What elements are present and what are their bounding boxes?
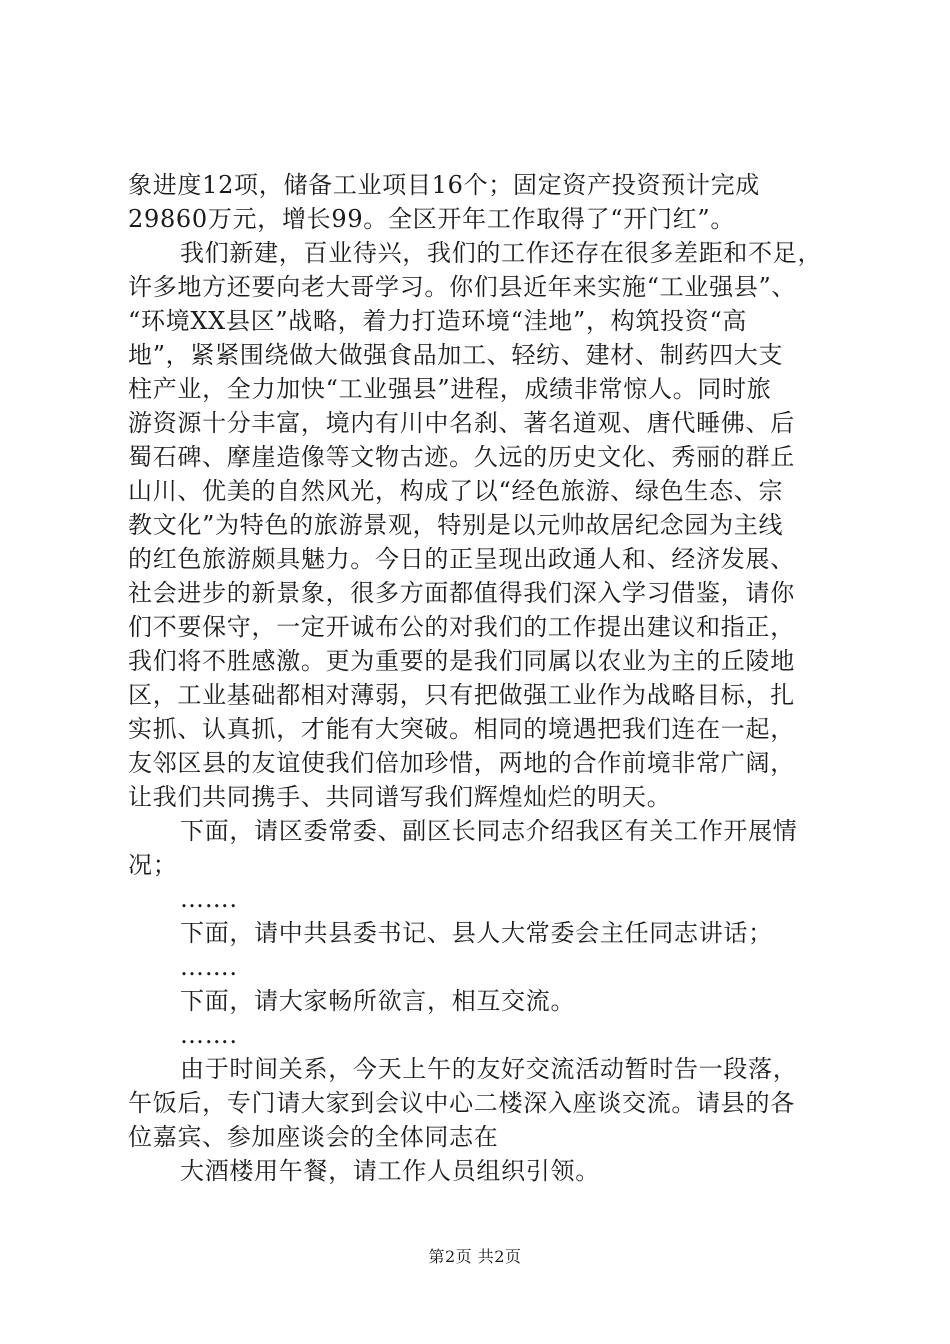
text-line: 29860万元，增长99。全区开年工作取得了“开门红”。 xyxy=(128,205,736,233)
ellipsis-line: ……. xyxy=(180,885,238,913)
text-line: 区，工业基础都相对薄弱，只有把做强工业作为战略目标，扎 xyxy=(128,681,795,709)
paragraph-start-line: 我们新建，百业待兴，我们的工作还存在很多差距和不足， xyxy=(180,239,823,267)
text-line: 们不要保守，一定开诚布公的对我们的工作提出建议和指正， xyxy=(128,613,795,641)
paragraph-start-line: 大酒楼用午餐，请工作人员组织引领。 xyxy=(180,1157,600,1185)
ellipsis-line: ……. xyxy=(180,1021,238,1049)
page-number-footer: 第2页 共2页 xyxy=(428,1247,522,1266)
paragraph-start-line: 下面，请大家畅所欲言，相互交流。 xyxy=(180,987,576,1015)
text-line: 蜀石碑、摩崖造像等文物古迹。久远的历史文化、秀丽的群丘 xyxy=(128,443,795,471)
text-line: 象进度12项，储备工业项目16个；固定资产投资预计完成 xyxy=(128,171,760,199)
paragraph-start-line: 由于时间关系，今天上午的友好交流活动暂时告一段落， xyxy=(180,1055,798,1083)
text-line: 柱产业，全力加快“工业强县”进程，成绩非常惊人。同时旅 xyxy=(128,375,772,403)
paragraph-start-line: 下面，请中共县委书记、县人大常委会主任同志讲话； xyxy=(180,919,773,947)
text-line: 况； xyxy=(128,851,178,879)
text-line: “环境XX县区”战略，着力打造环境“洼地”，构筑投资“高 xyxy=(128,307,748,335)
text-line: 位嘉宾、参加座谈会的全体同志在 xyxy=(128,1123,499,1151)
text-line: 教文化”为特色的旅游景观，特别是以元帅故居纪念园为主线 xyxy=(128,511,784,539)
text-line: 社会进步的新景象，很多方面都值得我们深入学习借鉴，请你 xyxy=(128,579,795,607)
text-line: 午饭后，专门请大家到会议中心二楼深入座谈交流。请县的各 xyxy=(128,1089,795,1117)
text-line: 让我们共同携手、共同谱写我们辉煌灿烂的明天。 xyxy=(128,783,672,811)
text-line: 我们将不胜感激。更为重要的是我们同属以农业为主的丘陵地 xyxy=(128,647,795,675)
document-body xyxy=(128,168,834,1188)
paragraph-start-line: 下面，请区委常委、副区长同志介绍我区有关工作开展情 xyxy=(180,817,798,845)
text-line: 游资源十分丰富，境内有川中名刹、著名道观、唐代睡佛、后 xyxy=(128,409,795,437)
ellipsis-line: ……. xyxy=(180,953,238,981)
text-line: 许多地方还要向老大哥学习。你们县近年来实施“工业强县”、 xyxy=(128,273,797,301)
text-line: 山川、优美的自然风光，构成了以“经色旅游、绿色生态、宗 xyxy=(128,477,784,505)
text-line: 实抓、认真抓，才能有大突破。相同的境遇把我们连在一起， xyxy=(128,715,795,743)
text-line: 的红色旅游颇具魅力。今日的正呈现出政通人和、经济发展、 xyxy=(128,545,795,573)
text-line: 地”，紧紧围绕做大做强食品加工、轻纺、建材、制药四大支 xyxy=(128,341,784,369)
text-line: 友邻区县的友谊使我们倍加珍惜，两地的合作前境非常广阔， xyxy=(128,749,795,777)
